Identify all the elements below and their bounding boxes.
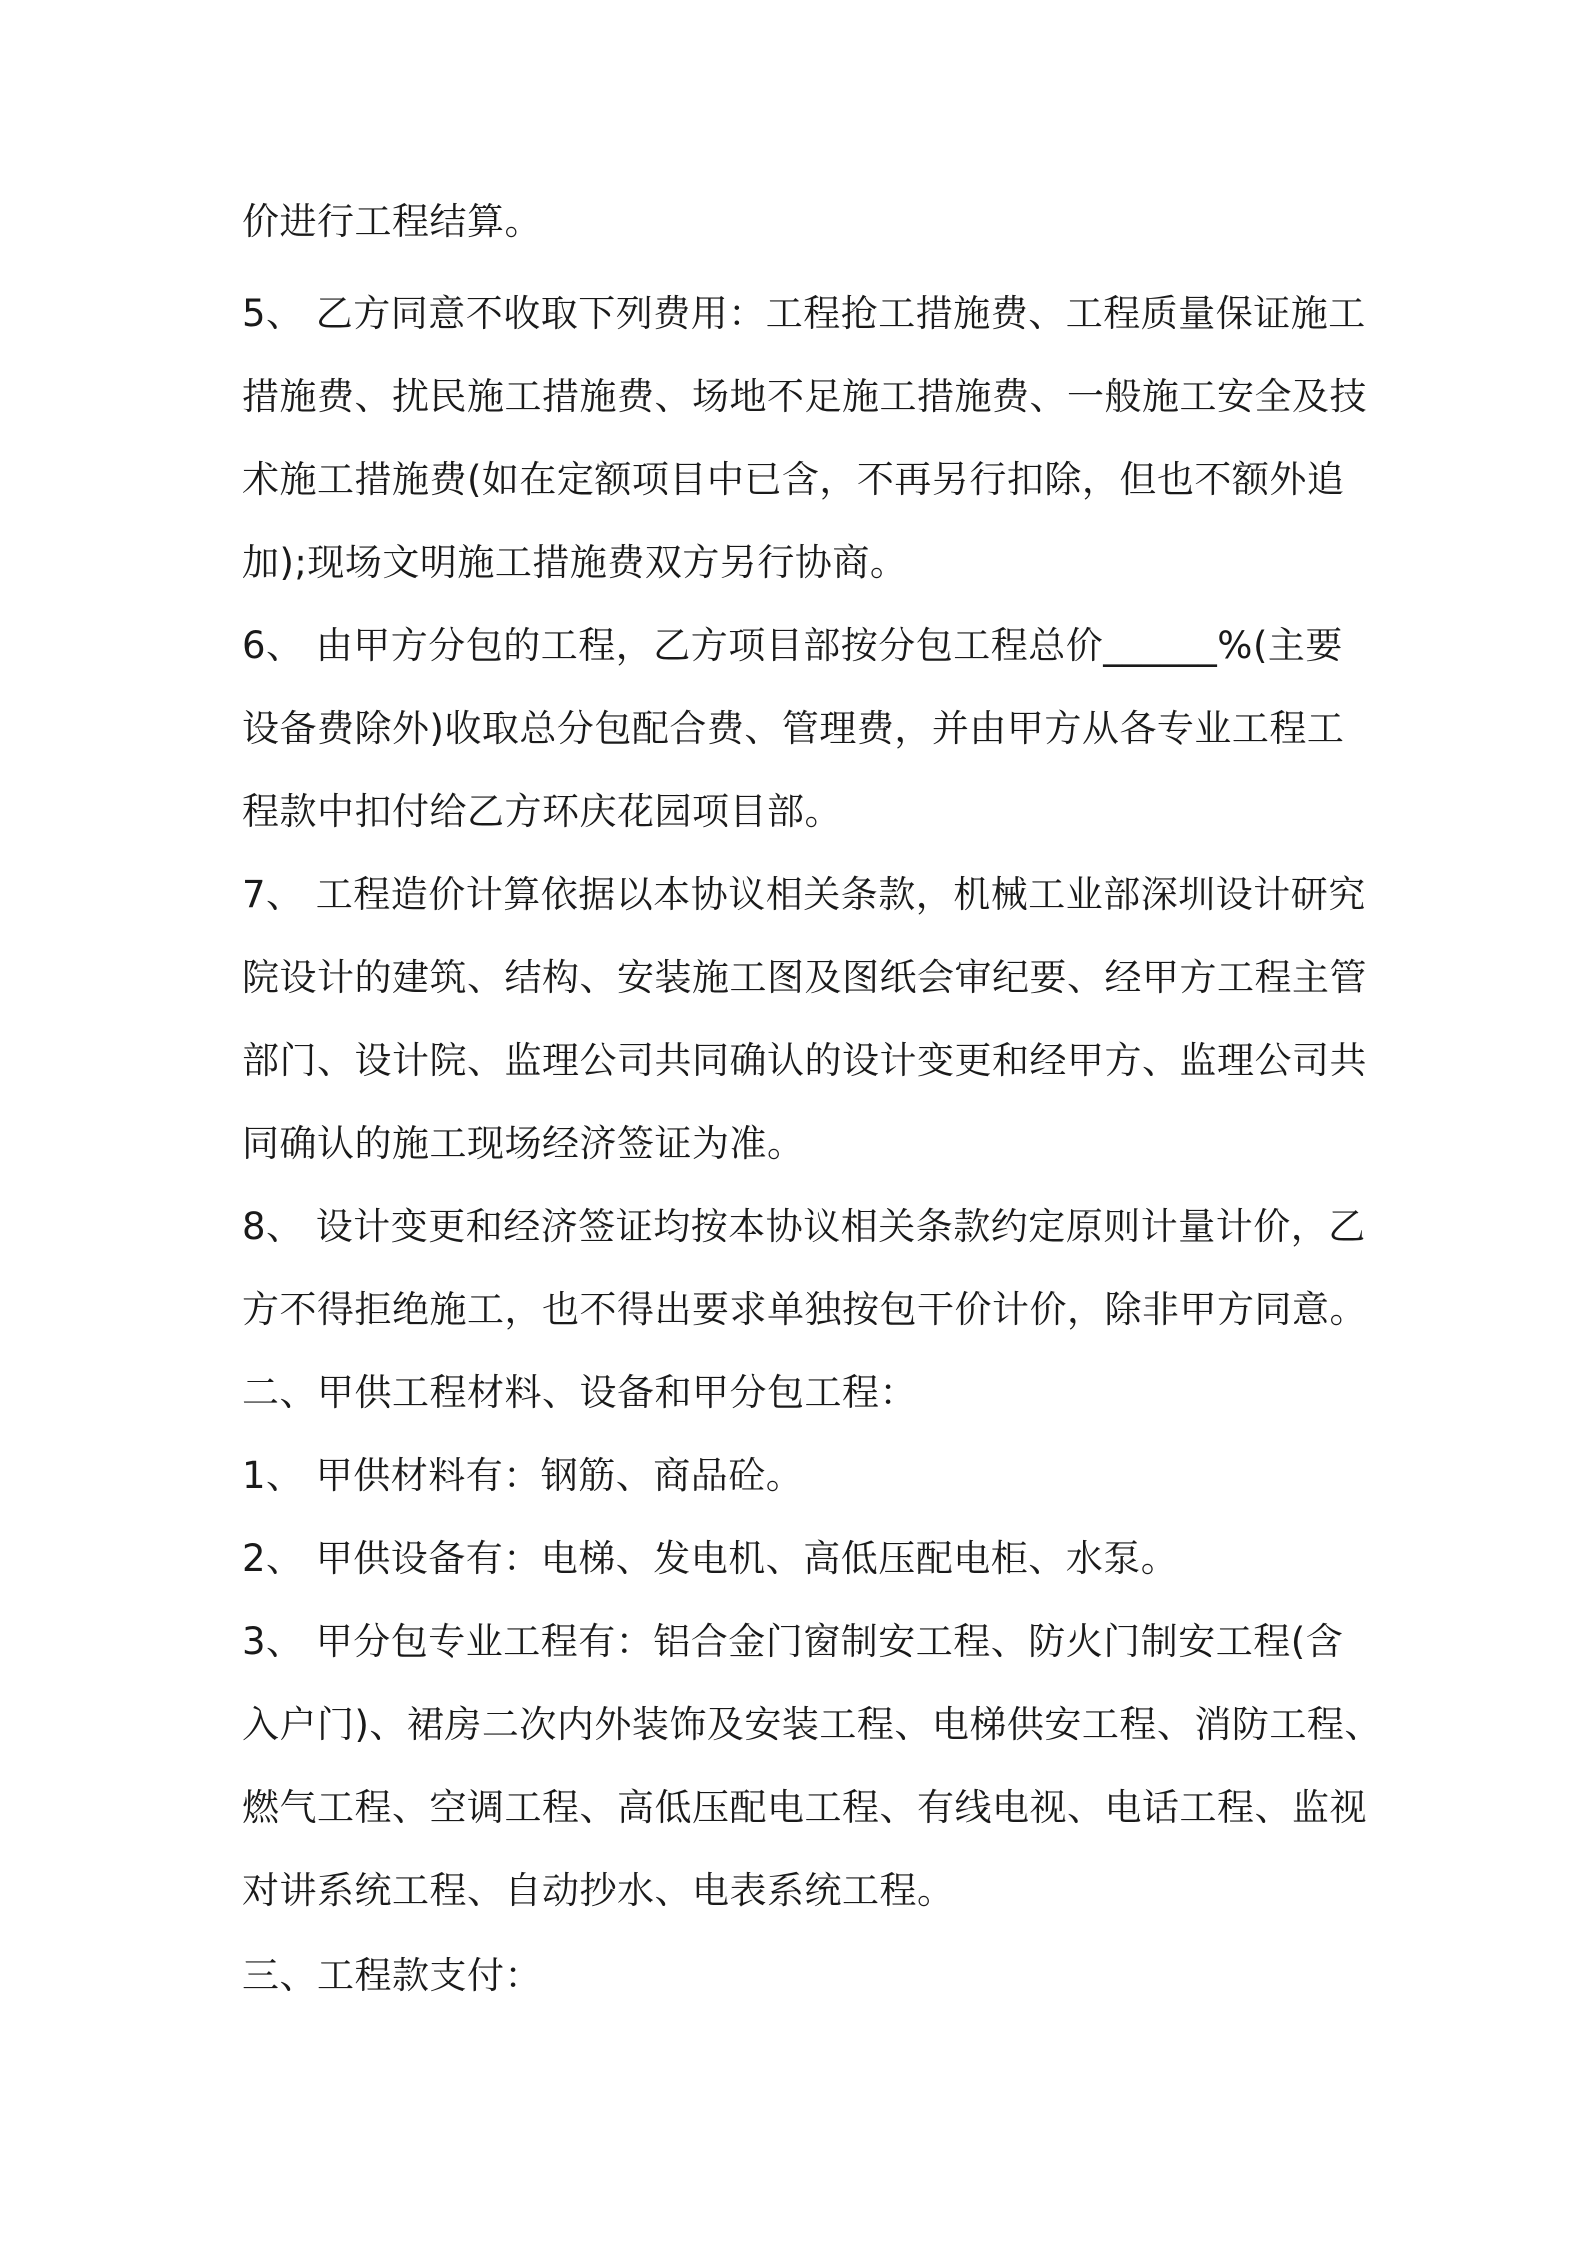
section-2-item-3-line-1: 3、 甲分包专业工程有：铝合金门窗制安工程、防火门制安工程(含: [242, 1620, 1344, 1663]
section-2-item-1: 1、 甲供材料有：钢筋、商品砼。: [242, 1454, 804, 1497]
clause-6-line-1: 6、 由甲方分包的工程，乙方项目部按分包工程总价______%(主要: [242, 624, 1343, 667]
section-2-item-3-line-4: 对讲系统工程、自动抄水、电表系统工程。: [242, 1869, 955, 1912]
clause-6-line-3: 程款中扣付给乙方环庆花园项目部。: [242, 790, 842, 833]
clause-5-line-2: 措施费、扰民施工措施费、场地不足施工措施费、一般施工安全及技: [242, 375, 1367, 418]
clause-7-line-3: 部门、设计院、监理公司共同确认的设计变更和经甲方、监理公司共: [242, 1039, 1367, 1082]
section-2-item-2: 2、 甲供设备有：电梯、发电机、高低压配电柜、水泵。: [242, 1537, 1179, 1580]
section-3-heading: 三、工程款支付：: [242, 1954, 542, 1997]
clause-5-line-4: 加);现场文明施工措施费双方另行协商。: [242, 541, 908, 584]
section-2-item-3-line-3: 燃气工程、空调工程、高低压配电工程、有线电视、电话工程、监视: [242, 1786, 1367, 1829]
clause-7-line-1: 7、 工程造价计算依据以本协议相关条款，机械工业部深圳设计研究: [242, 873, 1366, 916]
clause-5-line-1: 5、 乙方同意不收取下列费用：工程抢工措施费、工程质量保证施工: [242, 292, 1366, 335]
clause-8-line-2: 方不得拒绝施工，也不得出要求单独按包干价计价，除非甲方同意。: [242, 1288, 1367, 1331]
text-line: 价进行工程结算。: [242, 200, 542, 243]
section-2-item-3-line-2: 入户门)、裙房二次内外装饰及安装工程、电梯供安工程、消防工程、: [242, 1703, 1382, 1746]
clause-7-line-2: 院设计的建筑、结构、安装施工图及图纸会审纪要、经甲方工程主管: [242, 956, 1367, 999]
clause-8-line-1: 8、 设计变更和经济签证均按本协议相关条款约定原则计量计价，乙: [242, 1205, 1366, 1248]
clause-5-line-3: 术施工措施费(如在定额项目中已含，不再另行扣除，但也不额外追: [242, 458, 1345, 501]
clause-7-line-4: 同确认的施工现场经济签证为准。: [242, 1122, 805, 1165]
section-2-heading: 二、甲供工程材料、设备和甲分包工程：: [242, 1371, 917, 1414]
clause-6-line-2: 设备费除外)收取总分包配合费、管理费，并由甲方从各专业工程工: [242, 707, 1345, 750]
